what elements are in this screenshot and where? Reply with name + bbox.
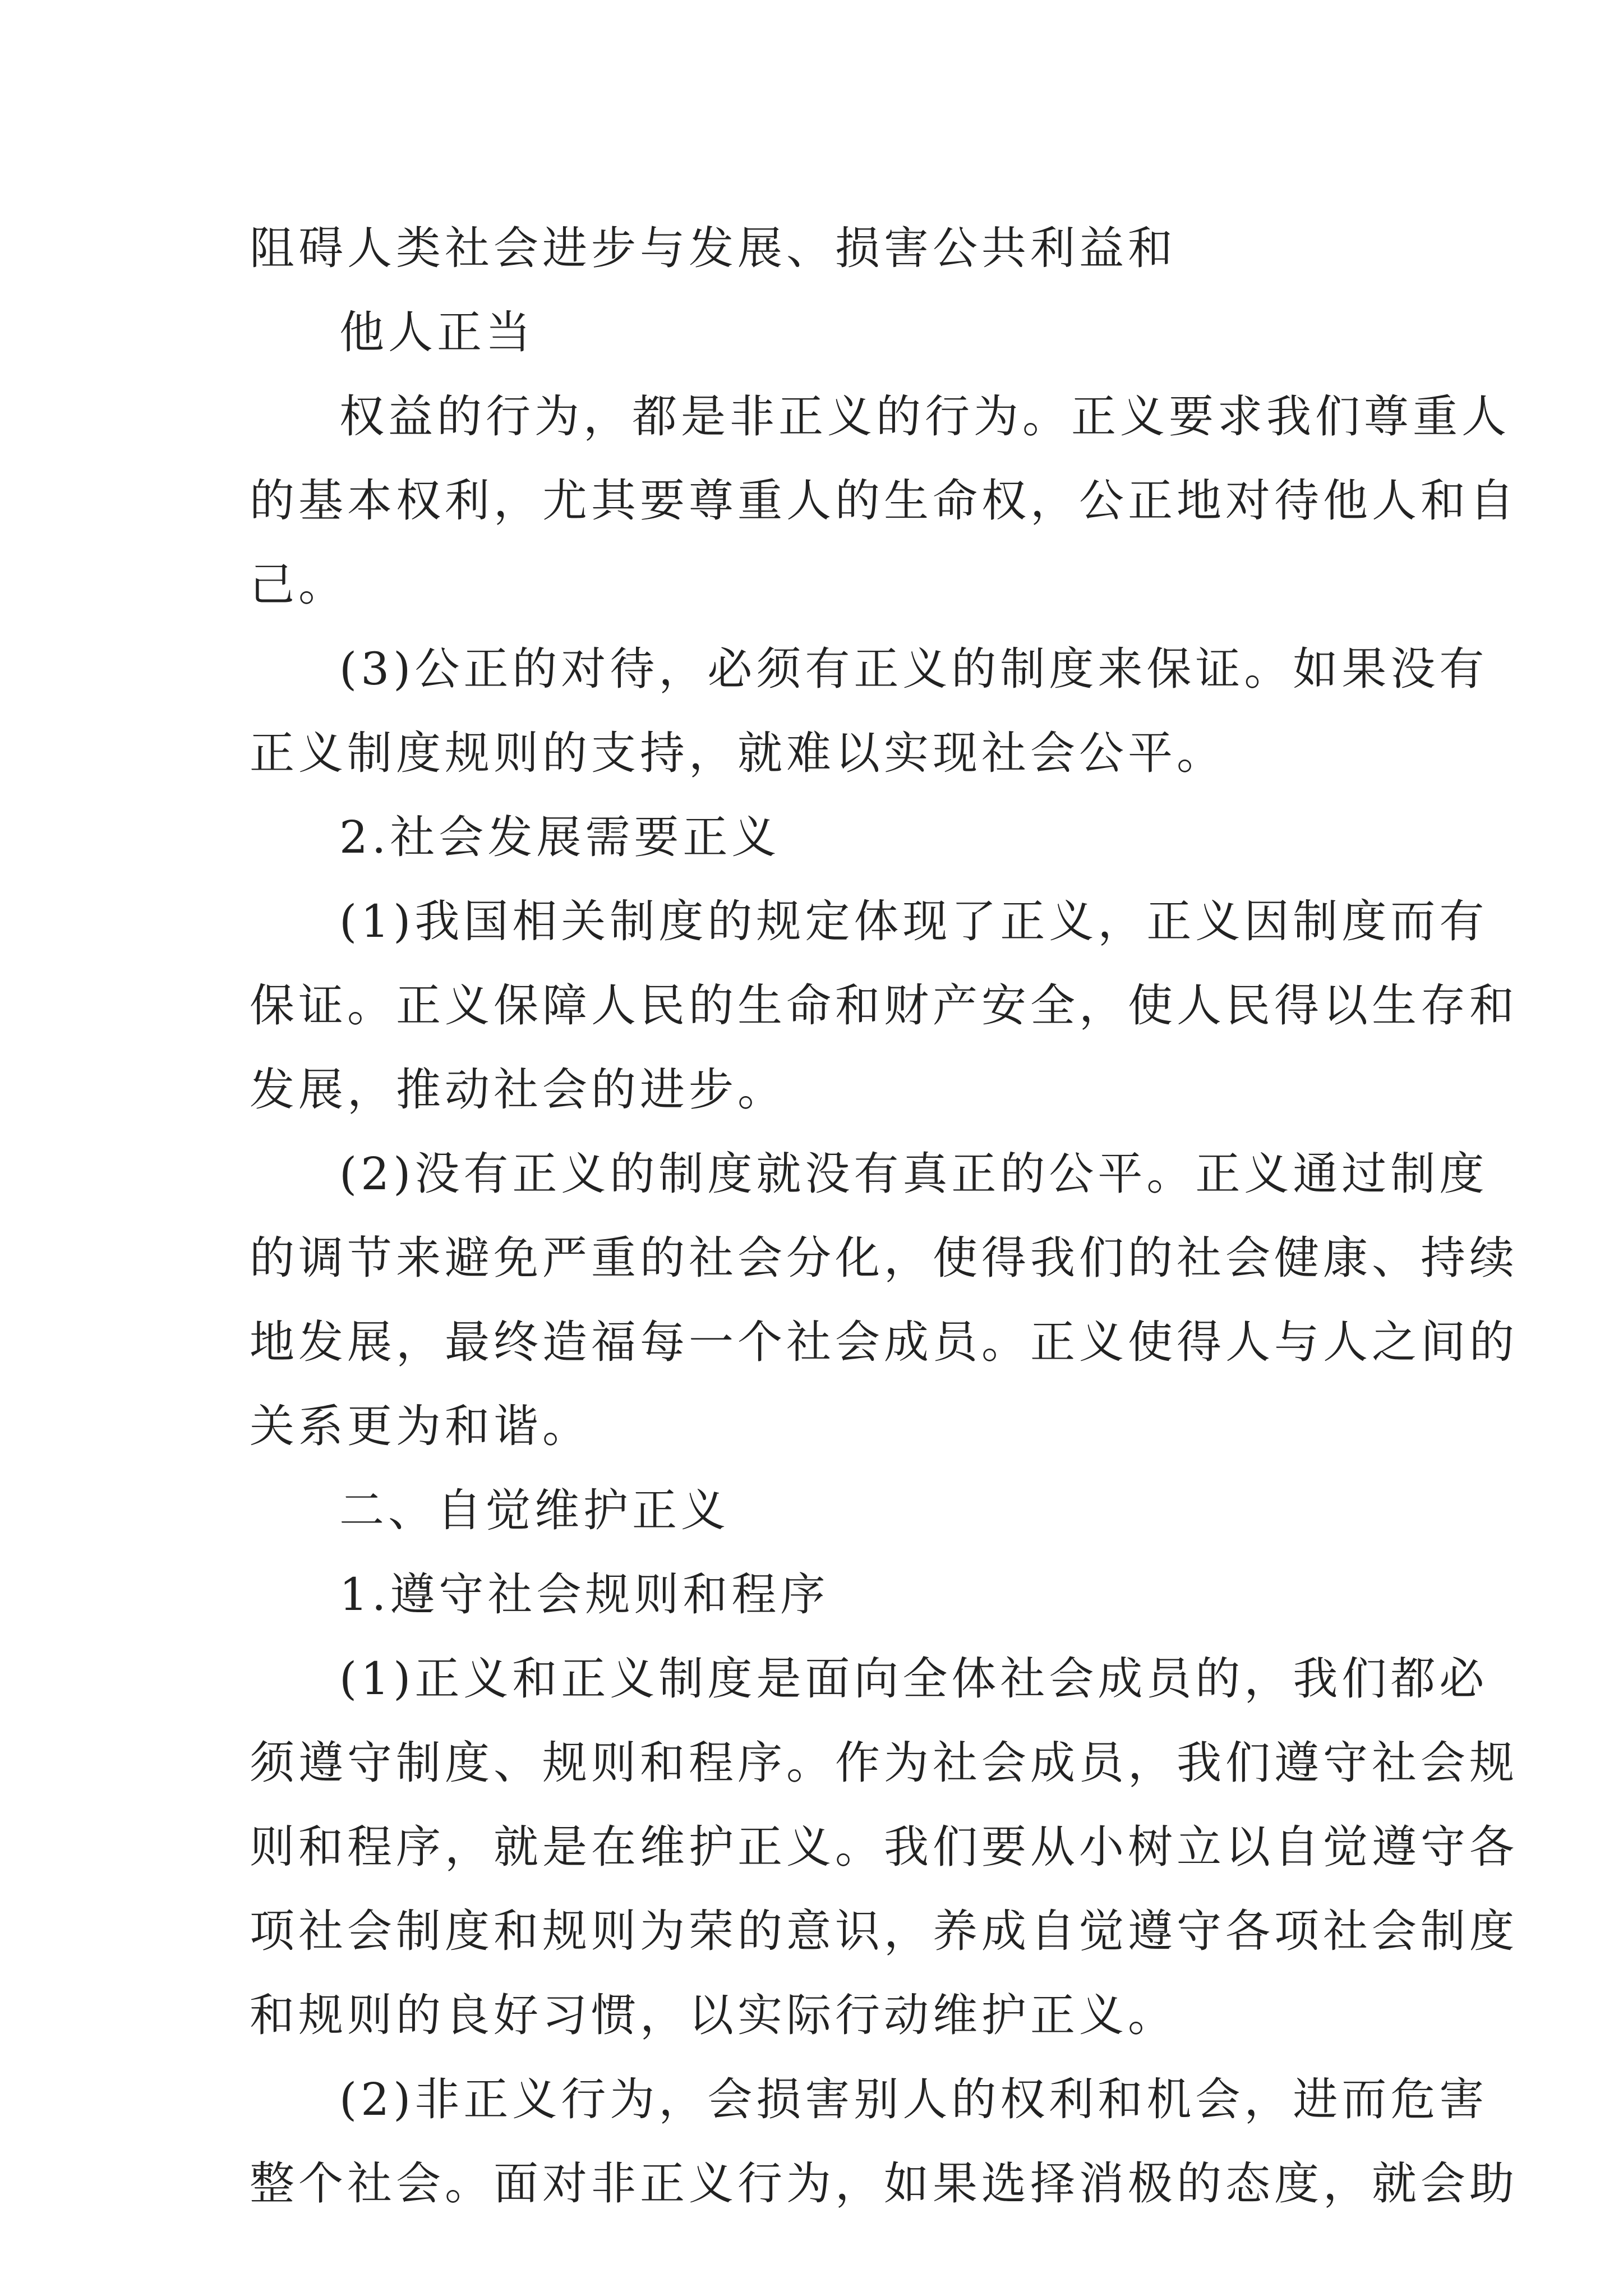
text-line: 的基本权利，尤其要尊重人的生命权，公正地对待他人和自 [250,475,1518,527]
text-line: 保证。正义保障人民的生命和财产安全，使人民得以生存和 [250,979,1518,1032]
text-line: 发展，推动社会的进步。 [250,1064,786,1116]
text-line: 的调节来避免严重的社会分化，使得我们的社会健康、持续 [250,1232,1518,1284]
text-line: 项社会制度和规则为荣的意识，养成自觉遵守各项社会制度 [250,1905,1518,1957]
text-line: 他人正当 [339,306,534,358]
text-line: 正义制度规则的支持，就难以实现社会公平。 [250,727,1225,779]
text-line: 阻碍人类社会进步与发展、损害公共利益和 [250,222,1177,274]
text-line: 和规则的良好习惯，以实际行动维护正义。 [250,1989,1177,2041]
text-line: (1)正义和正义制度是面向全体社会成员的，我们都必 [339,1653,1488,1705]
text-line: 关系更为和谐。 [250,1400,591,1452]
text-line: (2)非正义行为，会损害别人的权利和机会，进而危害 [339,2073,1488,2125]
section-heading: 2.社会发展需要正义 [339,811,781,863]
text-line: 权益的行为，都是非正义的行为。正义要求我们尊重人 [339,390,1510,443]
text-line: (2)没有正义的制度就没有真正的公平。正义通过制度 [339,1148,1488,1200]
text-line: 地发展，最终造福每一个社会成员。正义使得人与人之间的 [250,1316,1518,1368]
text-line: 己。 [250,559,347,611]
section-heading: 1.遵守社会规则和程序 [339,1568,829,1621]
text-line: (3)公正的对待，必须有正义的制度来保证。如果没有 [339,643,1488,695]
text-line: 须遵守制度、规则和程序。作为社会成员，我们遵守社会规 [250,1737,1518,1789]
document-body [250,206,1518,2226]
text-line: 则和程序，就是在维护正义。我们要从小树立以自觉遵守各 [250,1821,1518,1873]
section-heading: 二、自觉维护正义 [339,1484,730,1536]
text-line: 整个社会。面对非正义行为，如果选择消极的态度，就会助 [250,2157,1518,2210]
text-line: (1)我国相关制度的规定体现了正义，正义因制度而有 [339,895,1488,947]
